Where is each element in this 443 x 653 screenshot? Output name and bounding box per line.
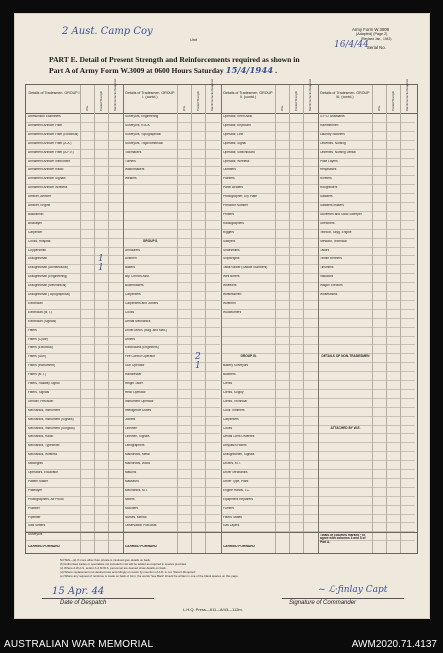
title-line-2: [49, 66, 277, 76]
list-item: Operator, Keen Awls: [223, 115, 252, 118]
carried-forward-label: CARRIED FORWARD: [223, 545, 255, 548]
list-item: Linemen: [125, 426, 138, 430]
list-item: Steward, Technical: [320, 239, 347, 243]
col-header-posted-2: Posted Strength: [196, 90, 200, 111]
list-item: Orderlies, Nursing Dental: [320, 150, 356, 154]
list-item: Bakery Surveyors: [223, 364, 249, 368]
col-header-we-2: W.E.: [182, 105, 186, 111]
list-item: Watchmakers: [125, 168, 145, 172]
list-item: Mechanics, Radio: [28, 435, 54, 439]
list-item: Height Taker: [125, 382, 143, 385]
list-item: Armament Artificer Fitter: [28, 123, 63, 127]
col-header-we-1: W.E.: [85, 105, 89, 111]
col-header-reinf-2: Reinforcements Required: [210, 79, 214, 111]
list-item: Mechanics, Wireless: [28, 453, 58, 457]
list-item: Fitters (Electrical): [28, 346, 53, 350]
carried-forward-label: CARRIED FORWARD: [125, 545, 157, 548]
list-item: Saddlers makers: [320, 204, 344, 207]
list-item: Whitesmiths: [320, 293, 338, 296]
list-item: DETAILS OF NON-TRADESMEN: [321, 354, 370, 359]
list-item: Draughtsmen, Signals: [223, 453, 255, 457]
list-item: Draughtsman: [28, 257, 48, 261]
list-item: Operator, Wireless: [223, 159, 250, 163]
list-item: Tinsmiths: [320, 266, 334, 270]
list-item: Electrician: [28, 301, 43, 305]
list-item: Electricians (Engineers): [125, 346, 159, 350]
title-line-1: PART E. Detail of Present Strength and Reinforcements required as shown in: [49, 55, 300, 64]
list-item: Platelayer: [28, 488, 43, 492]
list-item: ATTACHED BY W.E.: [330, 425, 361, 430]
list-item: Fitters: [28, 328, 37, 332]
list-item: Plate Layers: [320, 159, 338, 163]
list-item: Fitters (Cycle): [28, 337, 48, 341]
list-item: Armament Artificer Wireless: [28, 186, 68, 190]
posted-strength-value: 1: [98, 263, 104, 274]
list-item: Surveyors: [28, 533, 43, 537]
list-item: Moulders: [125, 506, 139, 510]
list-item: Miners: [125, 497, 135, 501]
list-item: Mechanics, Instrument: [28, 408, 61, 412]
list-item: Draughtsman (Mechanical): [28, 284, 67, 288]
form-ref-1: Army Form W.3009: [352, 27, 390, 32]
list-item: Carpenter: [28, 230, 43, 234]
list-item: Fire Control Operator: [125, 355, 156, 359]
list-item: G.P.O. Assistants: [320, 115, 345, 118]
col-header-reinf-3: Reinforcements Required: [308, 79, 312, 111]
list-item: Wagon Erectors: [320, 284, 343, 288]
list-item: Pipefitter: [28, 515, 41, 519]
list-item: Fitters (Gun): [28, 355, 46, 359]
serial-label: Serial No.: [367, 45, 386, 50]
list-item: Well Borers: [223, 275, 240, 279]
list-item: Carpenters: [223, 417, 239, 421]
col-header-group2: Details of Tradesmen. GROUP II. (contd.): [223, 91, 273, 99]
title-date-handwritten: 15/4/1944: [225, 66, 274, 76]
list-item: Orderlies, Nursing: [320, 141, 346, 145]
list-item: Tailor/Sewer (Saddle Numbers): [223, 266, 268, 270]
note-a: NOTES—(a) If more other than private is involved give details on back.: [60, 558, 151, 562]
list-item: Fitters, Signals: [28, 390, 50, 394]
list-item: Instrument Operator: [125, 399, 154, 403]
posted-strength-value: 1: [195, 361, 201, 372]
list-item: Roughriders: [320, 186, 338, 190]
col-header-group1: Details of Tradesmen. GROUP I.: [28, 91, 81, 95]
list-item: Hairdresser: [125, 373, 142, 377]
list-item: Grinder, Precision: [28, 399, 54, 403]
list-item: Pattern Maker: [28, 479, 49, 483]
list-item: Operator, Line: [223, 132, 244, 136]
list-item: Dental Mechanics: [125, 319, 151, 323]
list-item: Electrician (M.T.): [28, 310, 52, 314]
list-item: Mechanics, M.T.: [125, 488, 149, 492]
list-item: Joiners: [125, 417, 136, 421]
list-item: Toolmakers: [125, 150, 142, 154]
list-item: Equipment Repairers: [223, 497, 253, 501]
posted-strength-value: 1: [98, 254, 104, 265]
list-item: Woodturners: [223, 310, 242, 314]
list-item: Valuators: [320, 275, 334, 279]
list-item: Operators, Excavator: [28, 471, 59, 474]
signature-mark: ~ ℒ·ƒinlay Capt: [318, 585, 388, 595]
list-item: Textile Refiners: [320, 257, 342, 261]
signature-handwritten: [318, 585, 387, 595]
archive-caption: [0, 624, 443, 653]
list-item: Nurses, Mental: [125, 515, 147, 519]
list-item: Artificer, Engine: [28, 204, 51, 207]
list-item: Masons: [125, 471, 137, 474]
list-item: Armament Artificer Fitter (Electrical): [28, 132, 79, 136]
list-item: Wirelessmen: [223, 293, 242, 296]
list-item: Driver-Mech. (Bdg. and Med.): [125, 328, 167, 332]
list-item: Machinists, Metal: [125, 453, 150, 457]
list-item: Millwrights: [28, 462, 43, 466]
list-item: Intelligence Duties: [125, 408, 152, 412]
list-item: Dental Clerk Orderlies: [223, 435, 255, 439]
list-item: Laundry Stitchers: [320, 132, 345, 136]
list-item: Clerks, Technical: [223, 399, 248, 403]
list-item: Gun Operator: [125, 364, 145, 368]
col-header-reinf-1: Reinforcements Required: [113, 79, 117, 111]
list-item: Engine Hands, I.C.: [223, 488, 250, 492]
list-item: Bricklayer: [28, 221, 42, 225]
list-item: Machinists, Wood: [125, 462, 151, 466]
list-item: Clerks, Supply: [223, 390, 244, 394]
list-item: Carpenters and Joiners: [125, 301, 159, 305]
list-item: Driver Mechanics: [223, 471, 248, 474]
list-item: Gas Layers: [223, 524, 240, 528]
list-item: Saw Setters: [28, 524, 46, 528]
col-header-group3: Details of Tradesmen. GROUP III. (contd.): [320, 91, 370, 99]
list-item: Operator, Signal: [223, 141, 247, 145]
list-item: Mechanics, Instrument (Surgical): [28, 426, 75, 430]
list-item: Armament Artificer Fitter (A.F.V.): [28, 150, 74, 154]
note-c: (c) Where A.W.A.S. and/or A.A.M.W.S. personnel are desired show details on back.: [60, 565, 167, 570]
list-item: Draughtsman (Architectural): [28, 266, 68, 270]
list-item: Riggers: [223, 230, 234, 234]
list-item: Fitters (Instrument): [28, 364, 55, 368]
list-item: Armament Artificer Instrument: [28, 159, 71, 163]
list-item: Clerks: [223, 382, 233, 385]
list-item: Photographer, Dry Plate: [223, 195, 258, 199]
col-header-posted-1: Posted Strength: [99, 90, 103, 111]
list-item: Hello Operator: [125, 390, 146, 394]
list-item: Electrician (Signals): [28, 319, 57, 323]
col-header-posted-3: Posted Strength: [294, 90, 298, 111]
list-item: Axemen: [125, 257, 137, 261]
date-handwritten: 16/4/44: [334, 40, 369, 50]
list-item: Drivers, M.T.: [223, 462, 241, 466]
print-reference: L.H.Q. Press—611—8/43—112m.: [183, 607, 243, 612]
list-item: Despatch Riders: [223, 444, 247, 448]
title-suffix: .: [275, 66, 277, 75]
despatch-date-handwritten: 15 Apr. 44: [52, 586, 105, 597]
list-item: Shoesmiths: [223, 248, 240, 252]
list-item: GROUP III.: [240, 354, 257, 359]
strength-table: [25, 79, 418, 554]
list-item: Photographers, Air Photo: [28, 497, 64, 501]
list-item: Telecon, Skyg. Engine: [320, 230, 352, 234]
list-item: Tailors: [320, 248, 330, 252]
list-item: Surveyors, Topographical: [125, 132, 161, 136]
list-item: Wheelers: [223, 284, 237, 288]
list-item: Predictor Number: [223, 204, 248, 207]
list-item: Surveyors, Engineering: [125, 115, 159, 118]
list-item: Ammunition Examiners: [28, 115, 61, 118]
list-item: Lithographers: [125, 444, 145, 448]
despatch-date-label: Date of Despatch: [60, 600, 107, 606]
list-item: Surveyors, Trigonometrical: [125, 141, 163, 145]
list-item: Cooks: [125, 310, 135, 314]
list-item: Armament Artificer Fitter (A.A.): [28, 141, 72, 145]
list-item: Turners: [125, 159, 136, 163]
list-item: Panel Beaters: [223, 186, 244, 190]
list-item: Furriers: [223, 506, 234, 510]
list-item: Driver Type, Plant: [223, 479, 249, 483]
list-item: Draughtsman (Topographical): [28, 293, 70, 296]
list-item: Armourers: [125, 248, 140, 252]
list-item: Outfitters: [223, 168, 236, 172]
caption-right: AWM2020.71.4137: [351, 639, 437, 650]
title-line-2-text: Part A of Army Form W.3009 at 0600 Hours Saturday: [49, 66, 224, 75]
list-item: Mechanics, Typewriter: [28, 444, 60, 448]
list-item: Saddlers: [320, 195, 333, 199]
list-item: Blacksmith: [28, 212, 44, 216]
list-item: Printers: [223, 212, 234, 216]
list-item: Cooks, Hospital: [28, 239, 51, 243]
list-item: Respirators: [320, 168, 337, 172]
note-e: (e) Where any request of reinforce is made on back of form, the words 'See Back' should be written in one of the blank spaces on this page.: [60, 573, 239, 578]
list-item: Riveters: [320, 177, 332, 181]
list-item: Coppersmith: [28, 248, 47, 252]
list-item: Observation Post Asst.: [125, 524, 158, 528]
list-item: Armament Artificer Signals: [28, 177, 66, 181]
list-item: Hammermen: [320, 123, 339, 127]
footer-notes: [60, 559, 405, 579]
list-item: Cook Trimmers: [223, 408, 245, 412]
list-item: Cooks: [223, 426, 233, 430]
list-item: Plumber: [28, 506, 40, 510]
list-item: Linemen, Signals: [125, 435, 150, 439]
list-item: Draughtsman (Engineering): [28, 275, 68, 279]
list-item: Fitters (M.T.): [28, 373, 46, 377]
note-d: (d) Where replacement not desired note accordingly on return by insertion of A.D. in col. 'Return Required'.: [60, 569, 197, 574]
list-item: Masseurs: [125, 479, 139, 483]
list-item: Stretchers: [320, 221, 335, 225]
list-item: Bty. Cmnd's Asst.: [125, 275, 150, 279]
list-item: Butchers: [223, 373, 236, 377]
carried-forward-label: Totals of columns marked * to agree with columns 4 and 5 of Part A.: [320, 534, 366, 544]
list-item: Welders: [125, 177, 137, 181]
caption-left: AUSTRALIAN WAR MEMORIAL: [4, 639, 154, 650]
list-item: Shipwrights: [223, 257, 240, 261]
list-item: Mechanics, Instrument (Signals): [28, 417, 74, 421]
list-item: Bakers: [125, 266, 135, 270]
list-item: Carpenters: [125, 293, 141, 296]
form-ref-3: (Revised Jan., 1943): [361, 37, 392, 41]
list-item: Artificer, Artificer: [28, 195, 52, 199]
posted-strength-value: 2: [195, 352, 201, 363]
list-item: Operator, Switchboard: [223, 150, 255, 154]
col-header-group1b: Details of Tradesmen. GROUP I. (contd.): [125, 91, 175, 99]
list-item: Armament Artificer Radio: [28, 168, 64, 172]
unit-label: Unit: [190, 37, 198, 42]
col-header-we-4: W.E.: [377, 105, 381, 111]
list-item: Operator, Keyboard: [223, 123, 251, 127]
list-item: Storemen and Sand Sweeper: [320, 212, 362, 216]
list-item: Surveyors, R.A.A.: [125, 123, 151, 127]
form-ref-2: (Adapted) (Page 2): [356, 32, 388, 36]
col-header-we-3: W.E.: [280, 105, 284, 111]
unit-handwritten: 2 Aust. Camp Coy: [62, 26, 153, 37]
note-b: (b) Authorised trades or specialists not included in list will be added as required in spaces provided.: [60, 561, 187, 566]
list-item: Sawyers: [223, 239, 236, 243]
list-item: Fitters, Railway Signal: [28, 382, 60, 385]
col-header-posted-4: Posted Strength: [391, 90, 395, 111]
col-header-reinf-4: Reinforcements Required: [405, 79, 409, 111]
list-item: GROUP II.: [142, 238, 159, 243]
list-item: Radiographers: [223, 221, 244, 225]
list-item: Drillers: [125, 337, 135, 341]
list-item: Painters: [223, 177, 235, 181]
signature-label: Signature of Commander: [289, 600, 357, 606]
list-item: Boilermakers: [125, 284, 144, 288]
list-item: Fitters' Mates: [223, 515, 243, 519]
list-item: Wiremen: [223, 301, 236, 305]
carried-forward-label: CARRIED FORWARD: [28, 545, 60, 548]
